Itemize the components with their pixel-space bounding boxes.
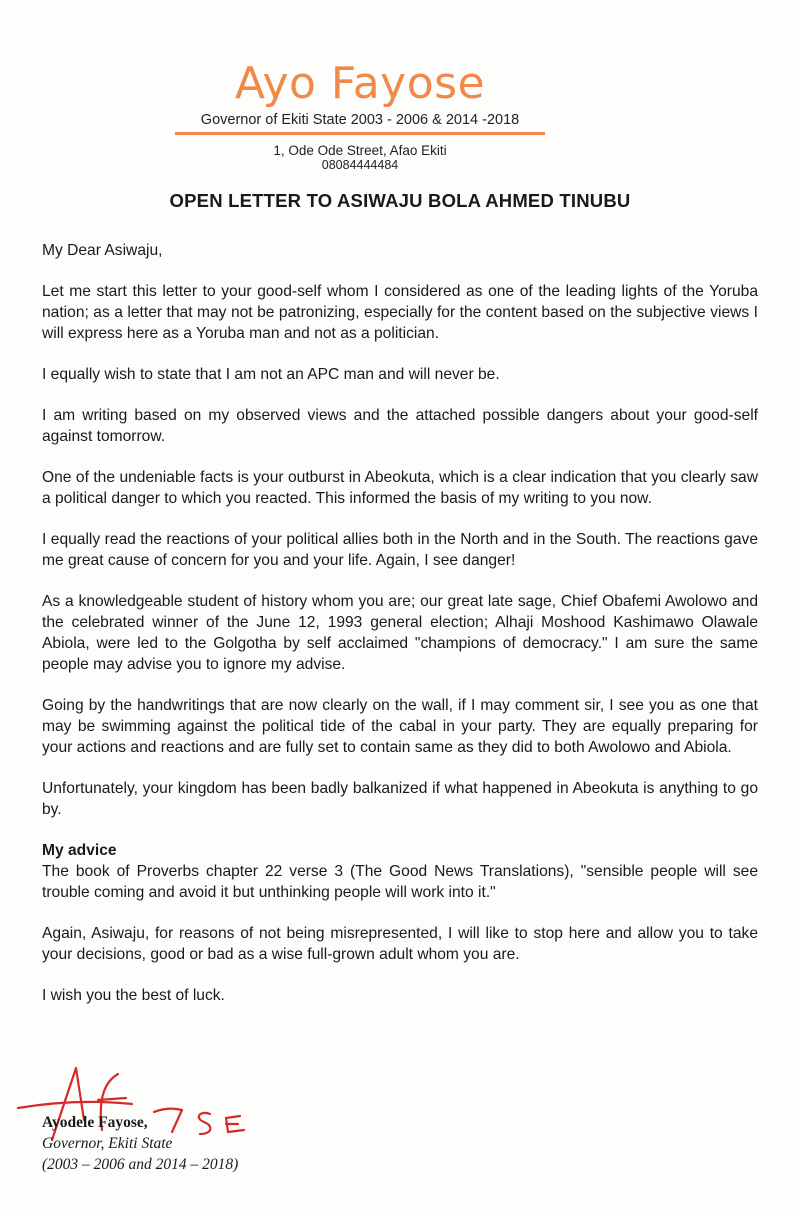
paragraph-6: As a knowledgeable student of history whom you are; our great late sage, Chief Obafemi Awolowo and the celebrated winner of the June 12, 1993 general election; Alhaji Moshood Kashimawo Olawale Abiola, were led to the Golgotha by self acclaimed "champions of democracy." I am sure the same people may advise you to ignore my advise.	[42, 593, 758, 673]
paragraph-8: Unfortunately, your kingdom has been badly balkanized if what happened in Abeokuta is anything to go by.	[42, 780, 758, 818]
paragraph-4: One of the undeniable facts is your outburst in Abeokuta, which is a clear indication that you clearly saw a political danger to which you reacted. This informed the basis of my writing to you now.	[42, 469, 758, 507]
letter-body	[42, 240, 758, 1006]
letterhead	[150, 58, 570, 172]
sign-off: I wish you the best of luck.	[42, 987, 225, 1004]
signatory-block	[42, 1112, 238, 1175]
signatory-years: (2003 – 2006 and 2014 – 2018)	[42, 1156, 239, 1173]
paragraph-3: I am writing based on my observed views and the attached possible dangers about your good-self against tomorrow.	[42, 407, 758, 445]
letter-title: OPEN LETTER TO ASIWAJU BOLA AHMED TINUBU	[169, 190, 631, 211]
paragraph-2: I equally wish to state that I am not an APC man and will never be.	[42, 366, 500, 383]
letterhead-phone: 08084444484	[321, 158, 399, 172]
letterhead-role: Governor of Ekiti State 2003 - 2006 & 2014 -2018	[200, 112, 520, 128]
salutation: My Dear Asiwaju,	[42, 242, 163, 259]
letterhead-address: 1, Ode Ode Street, Afao Ekiti	[273, 143, 447, 158]
signatory-role: Governor, Ekiti State	[42, 1135, 173, 1152]
advice-text: The book of Proverbs chapter 22 verse 3 (The Good News Translations), "sensible people will see trouble coming and avoid it but unthinking people will work into it."	[42, 863, 758, 901]
letterhead-divider	[175, 132, 545, 135]
closing-paragraph: Again, Asiwaju, for reasons of not being misrepresented, I will like to stop here and allow you to take your decisions, good or bad as a wise full-grown adult whom you are.	[42, 925, 758, 963]
paragraph-7: Going by the handwritings that are now clearly on the wall, if I may comment sir, I see you as one that may be swimming against the political tide of the cabal in your party. They are equally preparing for your actions and reactions and are fully set to contain same as they did to both Awolowo and Abiola.	[42, 697, 758, 756]
paragraph-1: Let me start this letter to your good-self whom I considered as one of the leading lights of the Yoruba nation; as a letter that may not be patronizing, especially for the content based on the subjective views I will express here as a Yoruba man and not as a politician.	[42, 283, 758, 342]
advice-heading: My advice	[42, 842, 117, 859]
paragraph-5: I equally read the reactions of your political allies both in the North and in the South. The reactions gave me great cause of concern for you and your life. Again, I see danger!	[42, 531, 758, 569]
letterhead-name: Ayo Fayose	[234, 58, 486, 109]
signatory-name: Ayodele Fayose,	[42, 1114, 148, 1131]
